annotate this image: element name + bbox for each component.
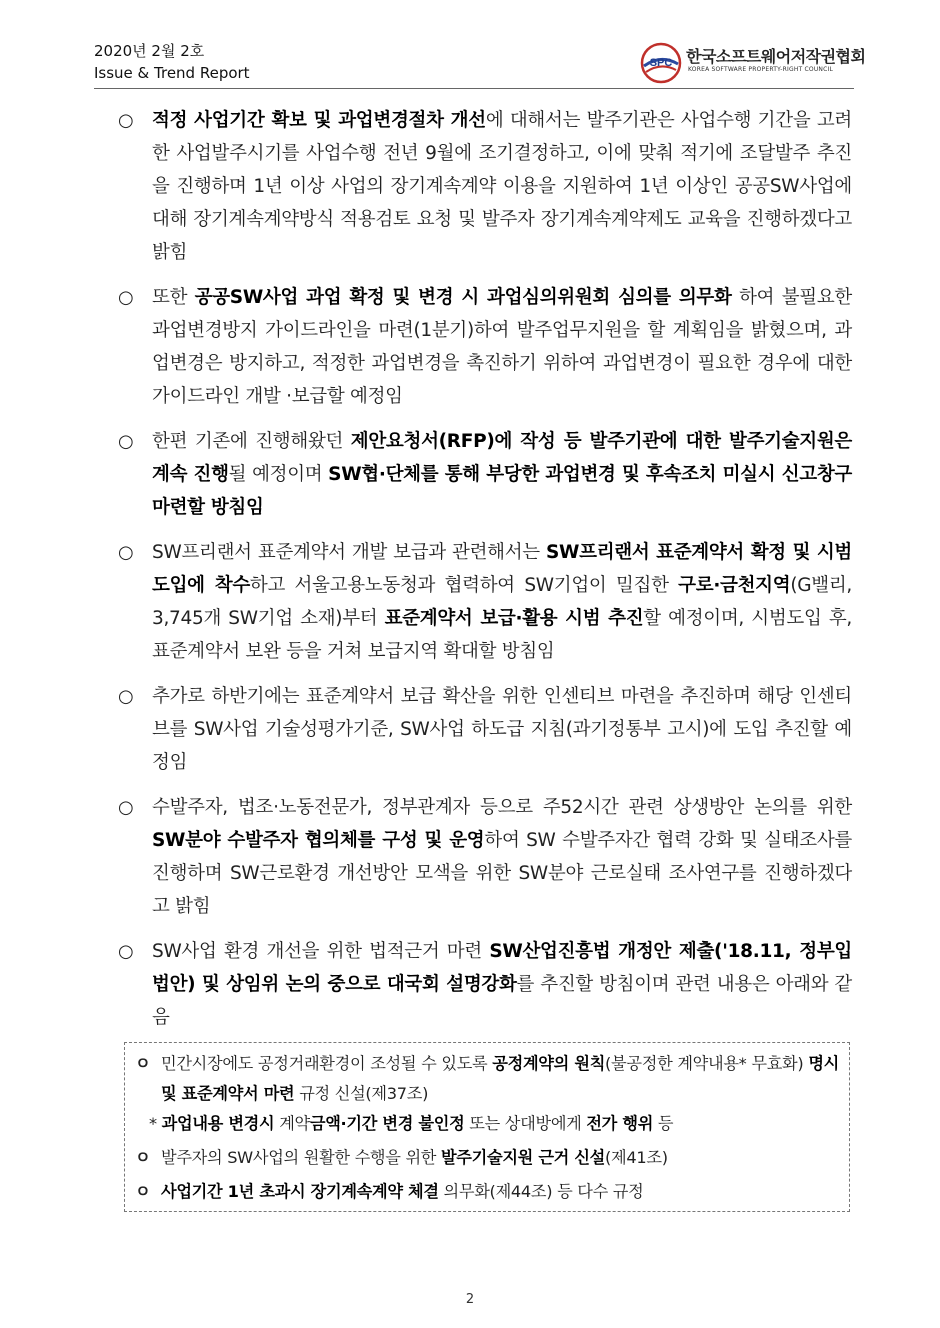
issue-line: 2020년 2월 2호	[94, 42, 205, 60]
report-title: Issue & Trend Report	[94, 64, 250, 82]
paragraph-2: ○ 또한 공공SW사업 과업 확정 및 변경 시 과업심의위원회 심의를 의무화 하여 불필요한 과업변경방지 가이드라인을 마련(1분기)하여 발주업무지원을 할 계획임을 밝혔으며, 과업변경은 방지하고, 적정한 과업변경을 촉진하기 위하여 과업변경이 필요한 경우에 대한 가이드라인 개발 ·보급할 예정임	[118, 281, 852, 413]
svg-text:SPC: SPC	[649, 57, 673, 69]
circle-bullet-icon: ○	[118, 287, 134, 308]
main-content	[118, 104, 852, 1046]
box-item-3: ㅇ 사업기간 1년 초과시 장기계속계약 체결 의무화(제44조) 등 다수 규정	[135, 1177, 839, 1207]
box-item-2: ㅇ 발주자의 SW사업의 원활한 수행을 위한 발주기술지원 근거 신설(제41조)	[135, 1143, 839, 1173]
box-item-1: ㅇ 민간시장에도 공정거래환경이 조성될 수 있도록 공정계약의 원칙(불공정한 계약내용* 무효화) 명시 및 표준계약서 마련 규정 신설(제37조)	[135, 1049, 839, 1109]
paragraph-1: ○ 적정 사업기간 확보 및 과업변경절차 개선에 대해서는 발주기관은 사업수행 기간을 고려한 사업발주시기를 사업수행 전년 9월에 조기결정하고, 이에 맞춰 적기에 조달발주 추진을 진행하며 1년 이상 사업의 장기계속계약 이용을 지원하여 1년 이상인 공공SW사업에 대해 장기계속계약방식 적용검토 요청 및 발주자 장기계속계약제도 교육을 진행하겠다고 밝힘	[118, 104, 852, 269]
paragraph-7: ○ SW사업 환경 개선을 위한 법적근거 마련 SW산업진흥법 개정안 제출('18.11, 정부입법안) 및 상임위 논의 중으로 대국회 설명강화를 추진할 방침이며 관련 내용은 아래와 같음	[118, 935, 852, 1034]
circle-bullet-icon: ○	[118, 797, 134, 818]
logo-name: 한국소프트웨어저작권협회	[686, 47, 866, 66]
small-circle-bullet-icon: ㅇ	[135, 1054, 151, 1073]
paragraph-5: ○ 추가로 하반기에는 표준계약서 보급 확산을 위한 인센티브 마련을 추진하며 해당 인센티브를 SW사업 기술성평가기준, SW사업 하도급 지침(과기정통부 고시)에 도입 추진할 예정임	[118, 680, 852, 779]
paragraph-3: ○ 한편 기존에 진행해왔던 제안요청서(RFP)에 작성 등 발주기관에 대한 발주기술지원은 계속 진행될 예정이며 SW협·단체를 통해 부당한 과업변경 및 후속조치 미실시 신고창구 마련할 방침임	[118, 425, 852, 524]
circle-bullet-icon: ○	[118, 941, 134, 962]
logo-subtitle: KOREA SOFTWARE PROPERTY-RIGHT COUNCIL	[688, 66, 834, 73]
ksc-logo	[640, 42, 866, 84]
paragraph-4: ○ SW프리랜서 표준계약서 개발 보급과 관련해서는 SW프리랜서 표준계약서 확정 및 시범도입에 착수하고 서울고용노동청과 협력하여 SW기업이 밀집한 구로·금천지역(G밸리, 3,745개 SW기업 소재)부터 표준계약서 보급·활용 시범 추진할 예정이며, 시범도입 후, 표준계약서 보완 등을 거쳐 보급지역 확대할 방침임	[118, 536, 852, 668]
paragraph-6: ○ 수발주자, 법조·노동전문가, 정부관계자 등으로 주52시간 관련 상생방안 논의를 위한 SW분야 수발주자 협의체를 구성 및 운영하여 SW 수발주자간 협력 강화 및 실태조사를 진행하며 SW근로환경 개선방안 모색을 위한 SW분야 근로실태 조사연구를 진행하겠다고 밝힘	[118, 791, 852, 923]
circle-bullet-icon: ○	[118, 110, 134, 131]
header-divider	[94, 88, 854, 89]
circle-bullet-icon: ○	[118, 542, 134, 563]
ksc-logo-emblem-icon	[640, 42, 682, 84]
circle-bullet-icon: ○	[118, 686, 134, 707]
law-summary-box	[124, 1042, 850, 1212]
page-header	[94, 40, 866, 88]
small-circle-bullet-icon: ㅇ	[135, 1182, 151, 1201]
small-circle-bullet-icon: ㅇ	[135, 1148, 151, 1167]
circle-bullet-icon: ○	[118, 431, 134, 452]
box-footnote: * 과업내용 변경시 계약금액·기간 변경 불인정 또는 상대방에게 전가 행위 등	[149, 1114, 674, 1133]
header-left	[94, 40, 250, 84]
page-number: 2	[465, 1292, 475, 1307]
